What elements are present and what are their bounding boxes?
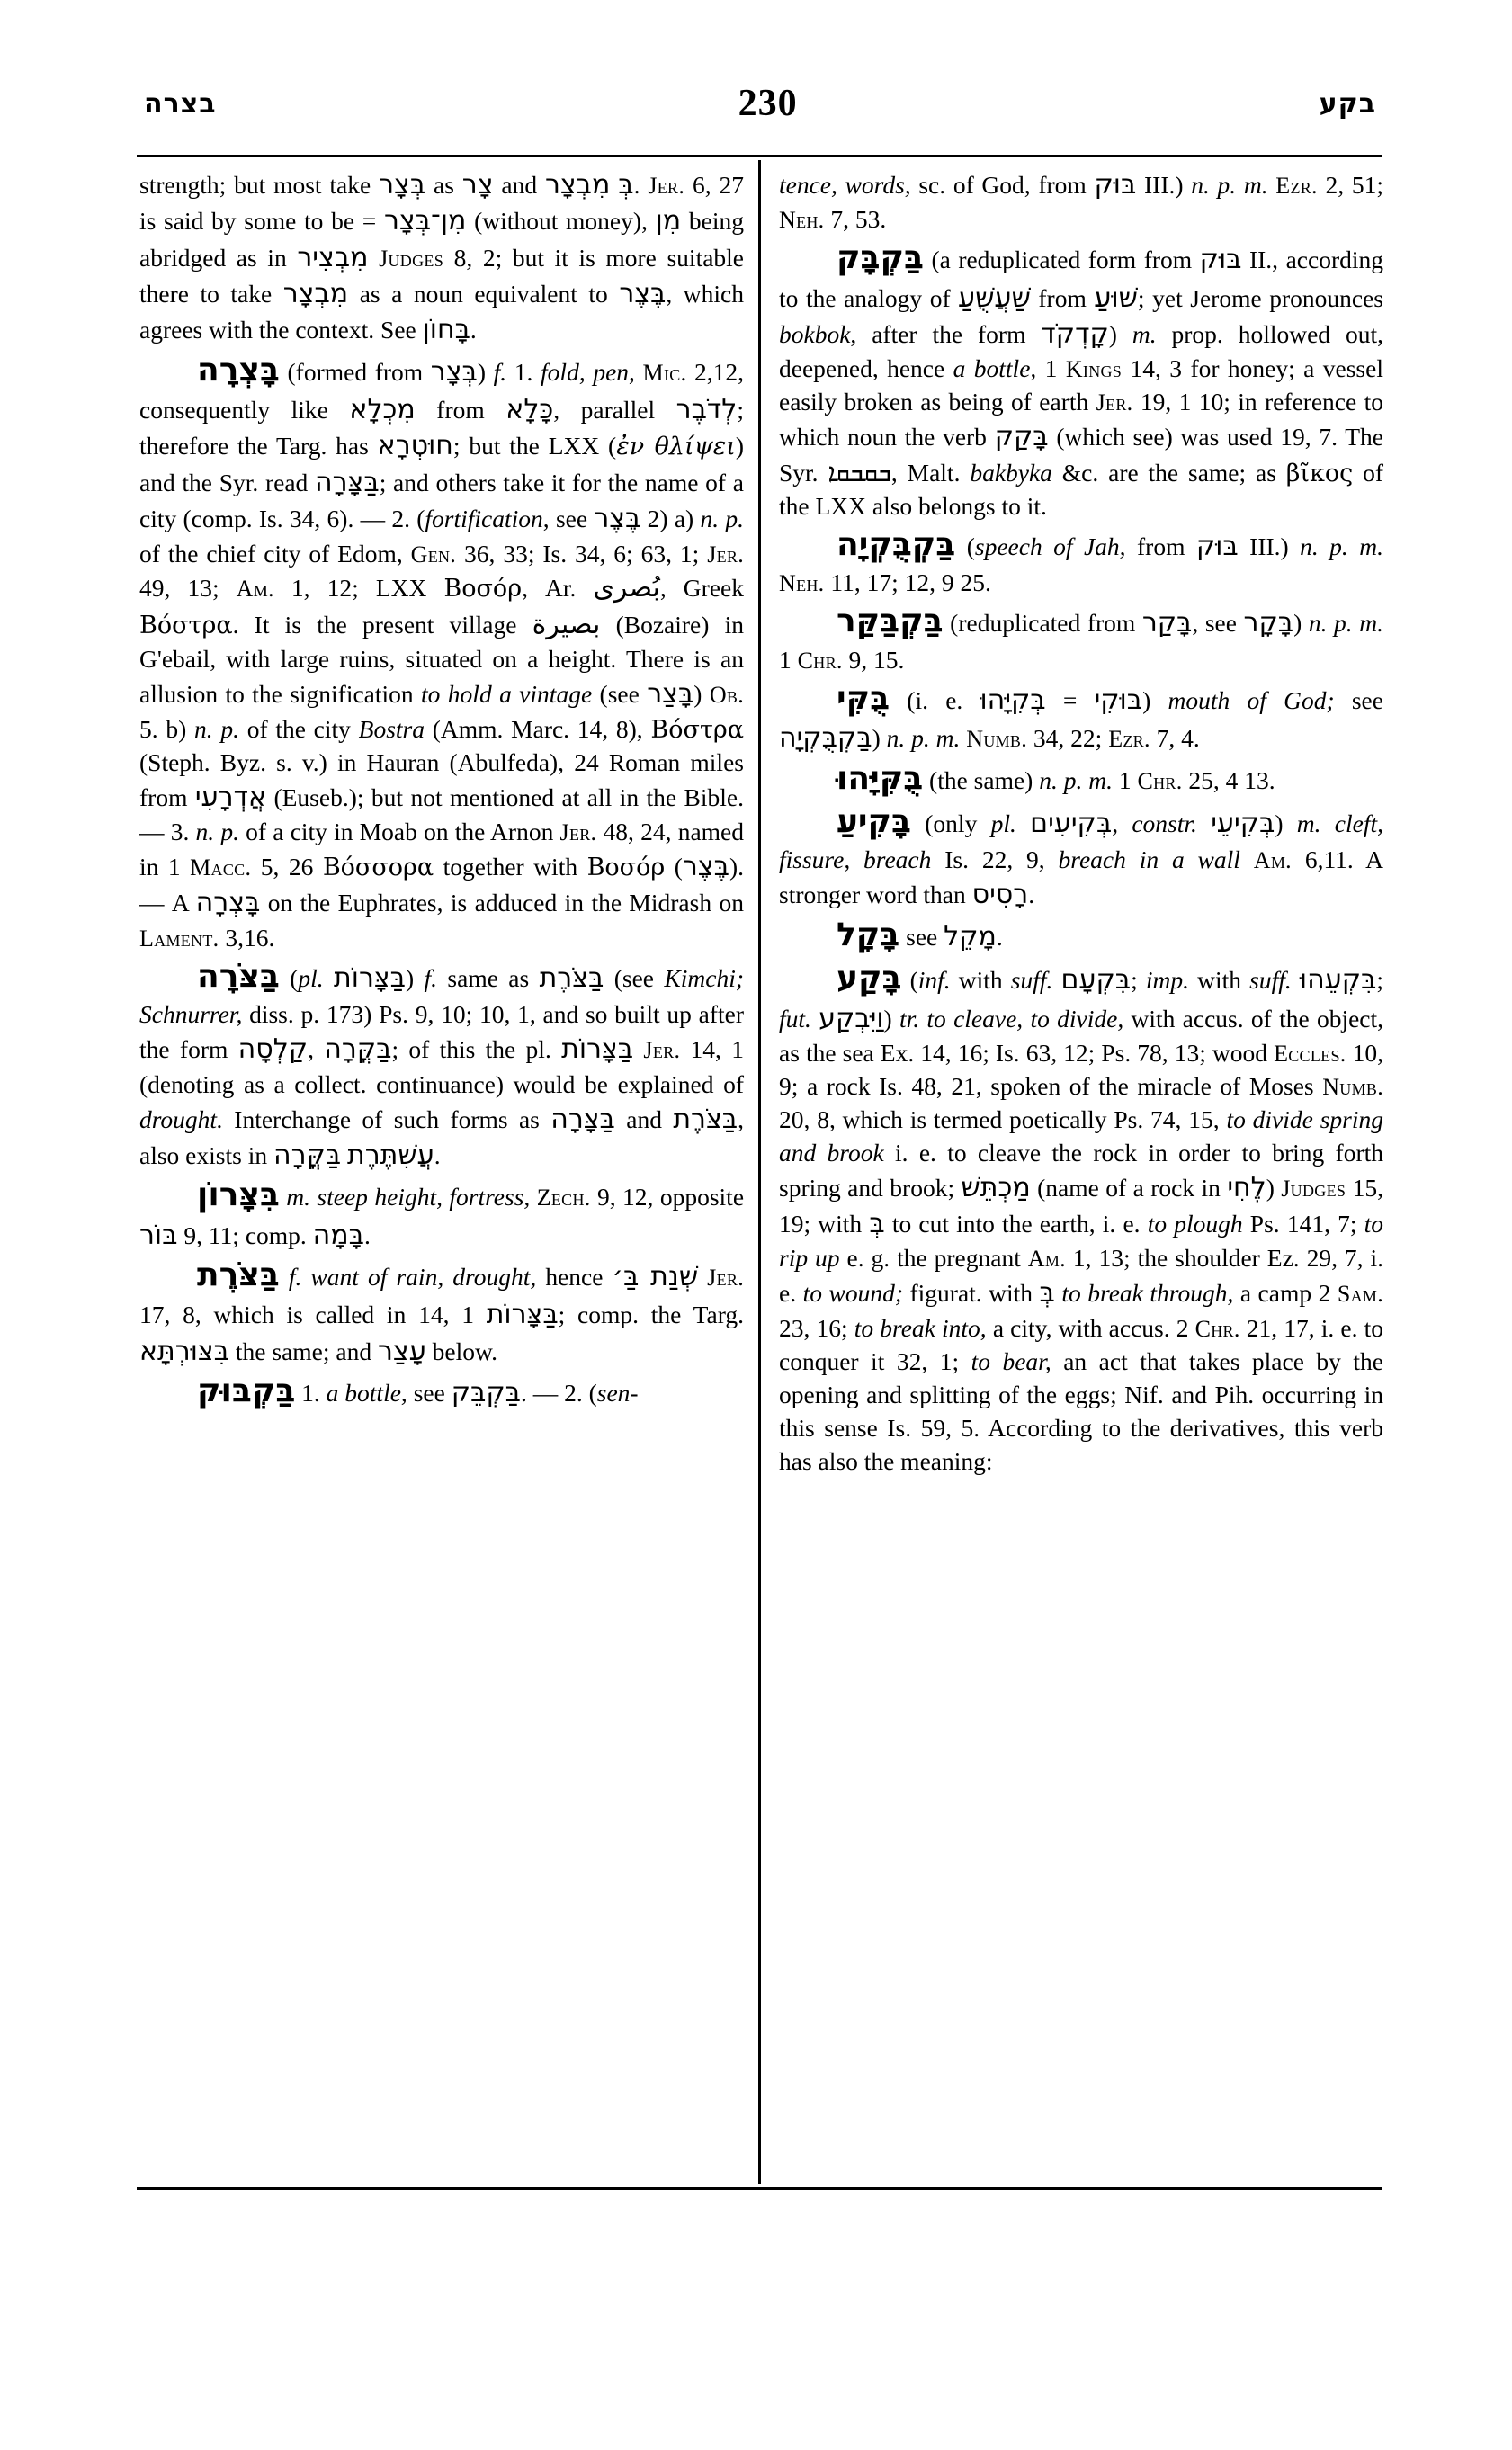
running-head-right-hebrew: בקע	[1319, 87, 1376, 120]
entry-paragraph: בַּצֹּרֶת f. want of rain, drought, hence שְׁנַת בַּ׳ Jer. 17, 8, which is called in 14, 1 בַּצָּרוֹת; comp. the Targ. בִּצּוּרְתָּא the same; and עָצַר below.	[139, 1256, 744, 1367]
entry-paragraph: strength; but most take בְּצָר as צָר and מִבְצָר בְּ. Jer. 6, 27 is said by some to be = מִן־בְּצָר (without money), מִן being abridged as in מִבְצִיר Judges 8, 2; but it is more suitable there to take מִבְצָר as a noun equivalent to בֶּצֶר, which agrees with the context. See בָּחוֹן.	[139, 169, 745, 346]
entry-paragraph: בֻּקִּי (i. e. בְּקִיָּהוּ = בּוּקִי) mouth of God; see בַּקְבֻּקְיָה) n. p. m. Numb. 34, 22; Ezr. 7, 4.	[779, 679, 1383, 755]
entry-paragraph: בֻּקִּיָּהוּ (the same) n. p. m. 1 Chr. 25, 4 13.	[837, 759, 1275, 797]
left-column	[139, 167, 744, 1413]
entry-paragraph: בַּקְבַּקַּר (reduplicated from בָּקַר, see בָּקָר) n. p. m. 1 Chr. 9, 15.	[779, 603, 1383, 674]
footer-rule	[137, 2187, 1382, 2190]
entry-paragraph: בַּקְבּוּק 1. a bottle, see בַּקְבֵּק. — 2. (sen-	[197, 1373, 639, 1410]
header-rule	[137, 155, 1382, 157]
running-head-left-hebrew: בצרה	[144, 87, 217, 120]
entry-paragraph: בִּצָּרוֹן m. steep height, fortress, Zech. 9, 12, opposite בּוֹר 9, 11; comp. בָּמָה.	[139, 1176, 745, 1251]
entry-paragraph: בָּקָל see מָקֵל.	[837, 916, 1003, 953]
entry-paragraph: tence, words, sc. of God, from בּוּק III.) n. p. m. Ezr. 2, 51; Neh. 7, 53.	[779, 169, 1383, 234]
entry-paragraph: בַּקְבָּק (a reduplicated form from בּוּק II., according to the analogy of שַׁעֲשֻׁעַ from שׁוּעַ; yet Jerome pronounces bokbok, after the form קָדְקֹד) m. prop. hollowed out, deepened, hence a bottle, 1 Kings 14, 3 for honey; a vessel easily broken as being of earth Jer. 19, 1 10; in reference to which noun the verb בָּקַק (which see) was used 19, 7. The Syr. ܒܩܒܩܐ, Malt. bakbyka &c. are the same; as βῖκος of the LXX also belongs to it.	[779, 239, 1384, 521]
right-column	[779, 167, 1383, 1479]
entry-paragraph: בַּצֹּרָה (pl. בַּצָּרוֹת) f. same as בַּצֹּרֶת (see Kimchi; Schnurrer, diss. p. 173) Ps. 9, 10; 10, 1, and so built up after the form קַלְסָה, בַּקֳּרָה; of this the pl. בַּצָּרוֹת Jer. 14, 1 (denoting as a collect. continuance) would be explained of drought. Interchange of such forms as בַּצָּרָה and בַּצֹּרֶת, also exists in בַּקֳּרָה עֲשִׁתֶּרֶת.	[139, 957, 744, 1171]
page-number: 230	[738, 83, 798, 124]
entry-paragraph: בָּקִיעַ (only pl. בְּקִיעִים, constr. בְּקִיעֵי) m. cleft, fissure, breach Is. 22, 9, breach in a wall Am. 6,11. A stronger word than רָסִיס.	[779, 802, 1384, 911]
running-head	[144, 63, 1376, 144]
entry-paragraph: בָּקַע (inf. with suff. בִּקְעָם; imp. with suff. בִּקְעֵהוּ; fut. וַיִּבְקַע) tr. to cleave, to divide, with accus. of the object, as the sea Ex. 14, 16; Is. 63, 12; Ps. 78, 13; wood Eccles. 10, 9; a rock Is. 48, 21, spoken of the miracle of Moses Numb. 20, 8, which is termed poetically Ps. 74, 15, to divide spring and brook i. e. to cleave the rock in order to bring forth spring and brook; מַכְתֵּשׁ (name of a rock in לֶחִי) Judges 15, 19; with בְּ to cut into the earth, i. e. to plough Ps. 141, 7; to rip up e. g. the pregnant Am. 1, 13; the shoulder Ez. 29, 7, i. e. to wound; figurat. with בְּ to break through, a camp 2 Sam. 23, 16; to break into, a city, with accus. 2 Chr. 21, 17, i. e. to conquer it 32, 1; to bear, an act that takes place by the opening and splitting of the eggs; Nif. and Pih. occurring in this sense Is. 59, 5. According to the derivatives, this verb has also the meaning:	[779, 960, 1384, 1475]
entry-paragraph: בָּצְרָה (formed from בְּצָר) f. 1. fold, pen, Mic. 2,12, consequently like מִכְלָא from כָּלָא, parallel לְדֹבֶר; therefore the Targ. has חוּטְרָא; but the LXX (ἐν θλίψει) and the Syr. read בַּצָּרָה; and others take it for the name of a city (comp. Is. 34, 6). — 2. (fortification, see בֶּצֶר 2) a) n. p. of the chief city of Edom, Gen. 36, 33; Is. 34, 6; 63, 1; Jer. 49, 13; Am. 1, 12; LXX Βοσόρ, Ar. بُصرى, Greek Βόστρα. It is the present village بصيرة (Bozaire) in G'ebail, with large ruins, situated on a height. There is an allusion to the signification to hold a vintage (see בָּצַר) Ob. 5. b) n. p. of the city Bostra (Amm. Marc. 14, 8), Βόστρα (Steph. Byz. s. v.) in Hauran (Abulfeda), 24 Roman miles from אֲדְרָעִי (Euseb.); but not mentioned at all in the Bible. — 3. n. p. of a city in Moab on the Arnon Jer. 48, 24, named in 1 Macc. 5, 26 Βόσσορα together with Βοσόρ (בֶּצֶר). — A בָּצְרָה on the Euphrates, is adduced in the Midrash on Lament. 3,16.	[139, 351, 745, 952]
entry-paragraph: בַּקְבֻּקְיָה (speech of Jah, from בּוּק III.) n. p. m. Neh. 11, 17; 12, 9 25.	[779, 526, 1383, 597]
column-divider-rule	[758, 160, 761, 2184]
